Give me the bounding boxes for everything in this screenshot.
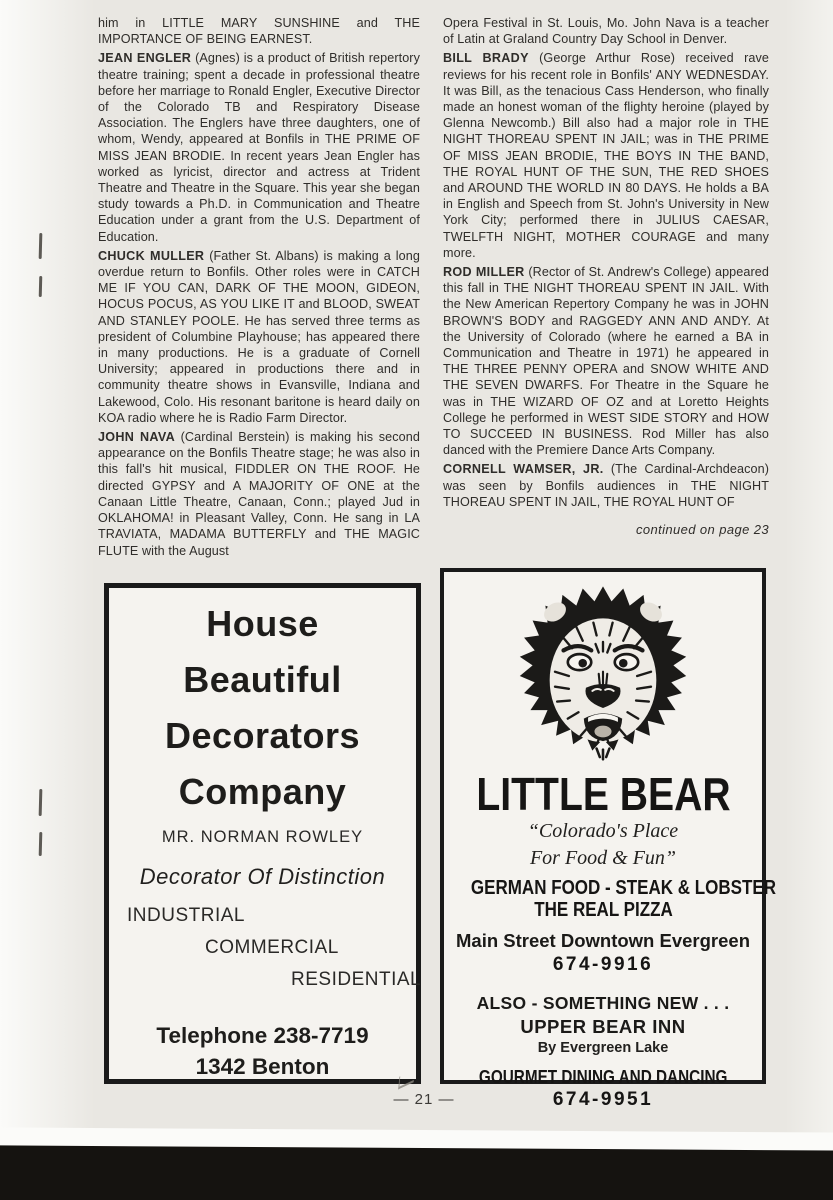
dining-line-text: GOURMET DINING AND DANCING xyxy=(478,1067,728,1087)
little-bear-ad xyxy=(440,568,776,1110)
bio-name: CORNELL WAMSER, JR. xyxy=(443,462,604,477)
house-beautiful-title xyxy=(109,596,416,820)
street-address: 1342 Benton xyxy=(195,1054,330,1079)
ad-title-line: Decorators xyxy=(164,715,361,756)
also-line: ALSO - SOMETHING NEW . . . xyxy=(476,993,730,1013)
bio-text: (Cardinal Berstein) is making his second appearance on the Bonfils Theatre stage; he was also in this fall's hit musical, FIDDLER ON THE ROOF. He directed GYPSY and A MAJORITY OF ONE at the Canaan Little Theatre, Canaan, Conn.; played Jud in OKLAHOMA! in Pleasant Valley, Conn. He sang in LA TRAVIATA, MADAMA BUTTERFLY and THE MAGIC FLUTE with the August xyxy=(98,430,420,558)
location-line: Main Street Downtown Evergreen xyxy=(456,930,750,951)
slogan-line: “Colorado's Place xyxy=(527,820,679,842)
menu-line-text: GERMAN FOOD - STEAK & LOBSTER xyxy=(470,877,776,899)
menu-line xyxy=(444,899,762,921)
bio-paragraph xyxy=(98,15,420,47)
bio-paragraph xyxy=(98,429,420,559)
page-number: — 21 — xyxy=(393,1091,455,1108)
left-text-column xyxy=(98,15,420,562)
bio-name: JOHN NAVA xyxy=(98,430,176,445)
bio-paragraph xyxy=(443,264,769,458)
bio-text: (Father St. Albans) is making a long overdue return to Bonfils. Other roles were in CATCH ME IF YOU CAN, DARK OF THE MOON, GIDEON, HOCUS POCUS, AS YOU LIKE IT and BLOOD, SWEAT AND STANLEY POOLE. He has served three terms as president of Columbine Playhouse; has appeared there in many productions. He is a graduate of Cornell University; appeared in productions there and in community theatre shows in Evansville, Indiana and Lakewood, Colo. His resonant baritone is heard daily on KOA radio where he is Radio Farm Director. xyxy=(98,248,420,425)
bio-text: (Rector of St. Andrew's College) appeared this fall in THE NIGHT THOREAU SPENT IN JAIL. With the New American Repertory Company he was in JOHN BROWN'S BODY and RAGGEDY ANN AND ANDY. At the University of Colorado (where he earned a BA in Communication and Theatre in 1971) he appeared in THE THREE PENNY OPERA and SNOW WHITE AND THE SEVEN DWARFS. For Theatre in the Square he was in THE WIZARD OF OZ and at Loretto Heights College he performed in WEST SIDE STORY and HOW TO SUCCEED IN BUSINESS. Rod Miller has also danced with the Premiere Dance Arts Company. xyxy=(443,265,769,458)
menu-line-text: THE REAL PIZZA xyxy=(533,899,673,921)
service-item: INDUSTRIAL xyxy=(127,905,245,926)
staple-mark xyxy=(39,276,43,297)
bio-name: JEAN ENGLER xyxy=(98,51,192,66)
continued-note: continued on page 23 xyxy=(635,522,769,538)
bio-paragraph xyxy=(443,15,769,47)
bio-name: CHUCK MULLER xyxy=(98,248,205,263)
services-list xyxy=(109,900,422,996)
restaurant-name-text: LITTLE BEAR xyxy=(475,768,731,820)
phone-number: 674-9951 xyxy=(552,1089,654,1110)
inn-location: By Evergreen Lake xyxy=(537,1040,669,1056)
staple-mark xyxy=(39,789,43,816)
right-text-column xyxy=(443,15,769,538)
bio-text: (Agnes) is a product of British repertory theatre training; spent a decade in professional theatre before her marriage to Ronald Engler, Executive Director of the Colorado TB and Respiratory Disease Association. The Englers have three daughters, one of whom, Wendy, appeared at Bonfils in THE PRIME OF MISS JEAN BRODIE. In recent years Jean Engler has worked as lyricist, director and actress at Trident Theatre and Theatre in the Square. This year she began study towards a Ph.D. in Communication and Theatre Education under a grant from the U.S. Department of Education. xyxy=(98,51,421,244)
house-beautiful-ad xyxy=(104,583,421,1084)
dining-line xyxy=(444,1067,762,1087)
bio-text: him in LITTLE MARY SUNSHINE and THE IMPORTANCE OF BEING EARNEST. xyxy=(98,16,420,47)
staple-mark xyxy=(39,233,43,259)
restaurant-name xyxy=(444,768,762,820)
staple-mark xyxy=(39,832,43,856)
contact-name: MR. NORMAN ROWLEY xyxy=(161,828,364,846)
bio-name: ROD MILLER xyxy=(443,265,525,280)
bear-head-icon xyxy=(491,580,715,772)
bio-text: (The Cardinal-Archdeacon) was seen by Bonfils audiences in THE NIGHT THOREAU SPENT IN JAIL, THE ROYAL HUNT OF xyxy=(443,462,770,509)
scan-left-edge-highlight xyxy=(0,0,95,1200)
bio-paragraph xyxy=(443,50,769,261)
ad-title-line: House xyxy=(206,603,319,644)
tagline: Decorator Of Distinction xyxy=(139,864,386,889)
bio-text: (George Arthur Rose) received rave reviews for his recent role in Bonfils' ANY WEDNESDAY. It was Bill, as the tenacious Cass Henderson, who finally made an honest woman of the flighty heroine (played by Glenna Newcomb.) Bill also had a major role in THE NIGHT THOREAU SPENT IN JAIL; was in THE PRIME OF MISS JEAN BRODIE, THE BOYS IN THE BAND, THE ROYAL HUNT OF THE SUN, THE RED SHOES and AROUND THE WORLD IN 80 DAYS. He holds a BA in English and Speech from St. John's University in New York City; performed there in JULIUS CAESAR, TWELFTH NIGHT, MOTHER COURAGE and many more. xyxy=(443,51,769,260)
bio-name: BILL BRADY xyxy=(443,51,529,66)
bio-text: Opera Festival in St. Louis, Mo. John Nava is a teacher of Latin at Graland Country Day School in Denver. xyxy=(443,16,769,47)
bio-paragraph xyxy=(98,248,420,426)
inn-name: UPPER BEAR INN xyxy=(520,1016,686,1037)
scan-right-edge-highlight xyxy=(785,0,833,1200)
ad-title-line: Company xyxy=(178,771,347,812)
bio-paragraph xyxy=(98,50,420,244)
scan-background xyxy=(0,1145,833,1200)
ad-title-line: Beautiful xyxy=(183,659,342,700)
bio-paragraph xyxy=(443,461,769,510)
service-item: RESIDENTIAL xyxy=(291,969,422,990)
service-item: COMMERCIAL xyxy=(205,937,339,958)
menu-line xyxy=(444,877,776,899)
phone-number: Telephone 238-7719 xyxy=(156,1023,369,1048)
phone-number: 674-9916 xyxy=(552,954,654,975)
slogan-line: For Food & Fun” xyxy=(529,847,677,869)
